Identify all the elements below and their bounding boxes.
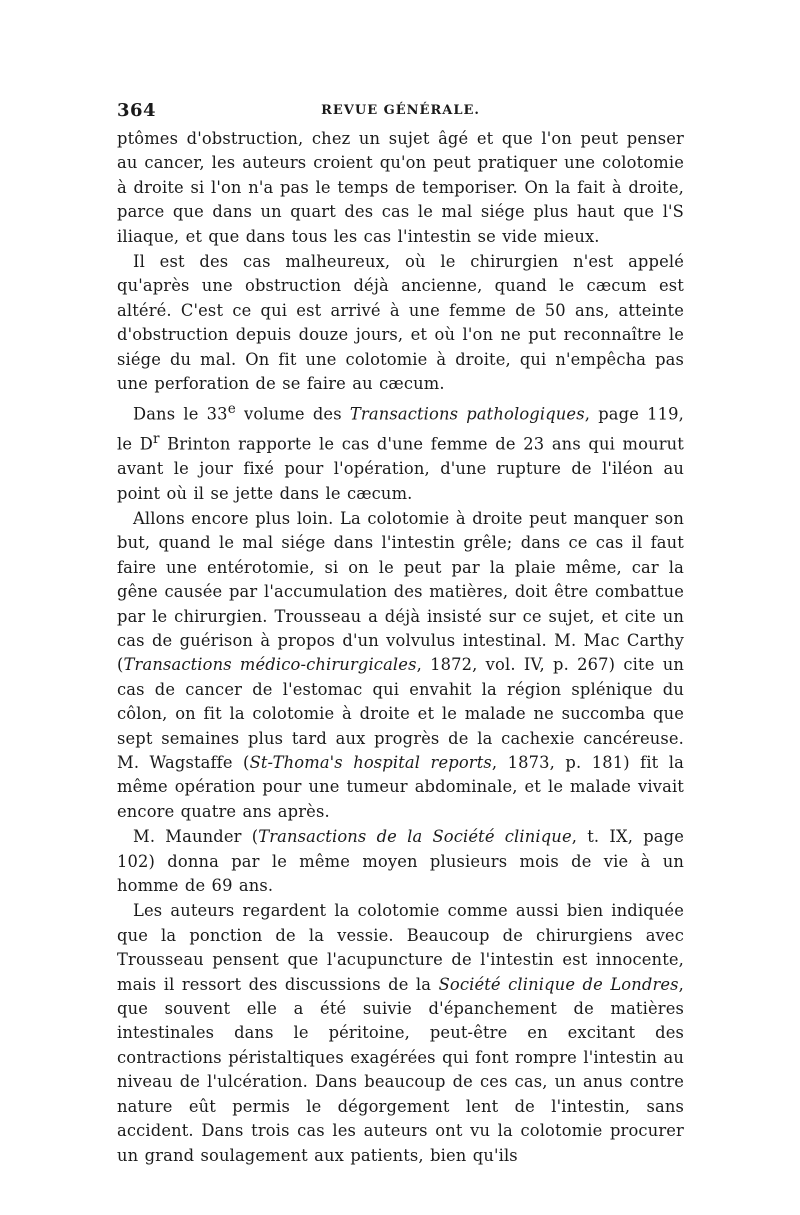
text-run: , 1873, p. 181) fit la même opération pour une tumeur abdominale, et le malade vivait encore quatre ans après.: [117, 753, 684, 821]
running-title: REVUE GÉNÉRALE.: [321, 103, 480, 118]
page-number: 364: [117, 100, 157, 121]
italic-title: Transactions de la Société clinique: [258, 827, 572, 847]
text-run: , que souvent elle a été suivie d'épanchement de matières intestinales dans le péritoine, peut-être en excitant des contractions péristaltiques exagérées qui font rompre l'intestin au niveau de l'ulcération. Dans beaucoup de ces cas, un anus contre nature eût permis le dégorgement lent de l'intestin, sans accident. Dans trois cas les auteurs ont vu la colotomie procurer un grand soulagement aux patients, bien qu'ils: [117, 974, 684, 1165]
paragraph-3: [117, 397, 684, 505]
paragraph-2: Il est des cas malheureux, où le chirurgien n'est appelé qu'après une obstruction déjà ancienne, quand le cæcum est altéré. C'est ce qui est arrivé à une femme de 50 ans, atteinte d'obstruction depuis douze jours, et où l'on ne put reconnaître le siége du mal. On fit une colotomie à droite, qui n'empêcha pas une perforation de se faire au cæcum.: [117, 252, 684, 394]
body-text: [117, 127, 684, 1168]
text-run: Allons encore plus loin. La colotomie à droite peut manquer son but, quand le mal siége dans l'intestin grêle; dans ce cas il faut faire une entérotomie, si on le peut par la plaie même, car la gêne causée par l'accumulation des matières, doit être combattue par le chirurgien. Trousseau a déjà insisté sur ce sujet, et cite un cas de guérison à propos d'un volvulus intestinal. M. Mac Carthy (: [117, 508, 684, 675]
running-head: [117, 97, 684, 127]
superscript: r: [152, 431, 160, 448]
text-run: Les auteurs regardent la colotomie comme aussi bien indiquée que la ponction de la vessie. Beaucoup de chirurgiens avec Trousseau pensent que l'acupuncture de l'intestin est innocente, mais il ressort des discussions de la: [117, 901, 684, 994]
text-run: M. Maunder (: [133, 827, 259, 847]
paragraph-5: [117, 825, 684, 898]
text-run: , t. IX, page 102) donna par le même moyen plusieurs mois de vie à un homme de 69 ans.: [117, 827, 684, 896]
text-run: , 1872, vol. IV, p. 267) cite un cas de cancer de l'estomac qui envahit la région splénique du côlon, on fit la colotomie à droite et le malade ne succomba que sept semaines plus tard aux progrès de la cachexie cancéreuse. M. Wagstaffe (: [117, 655, 684, 772]
book-page: [117, 97, 684, 1168]
italic-title: Société clinique de Londres: [438, 974, 679, 994]
paragraph-4: [117, 507, 684, 824]
text-run: Dans le 33: [133, 404, 228, 424]
text-run: , page 119, le D: [117, 404, 685, 454]
superscript: e: [227, 401, 236, 418]
paragraph-1: ptômes d'obstruction, chez un sujet âgé et que l'on peut penser au cancer, les auteurs croient qu'on peut pratiquer une colotomie à droite si l'on n'a pas le temps de temporiser. On la fait à droite, parce que dans un quart des cas le mal siége plus haut que l'S iliaque, et que dans tous les cas l'intestin se vide mieux.: [117, 129, 684, 246]
text-run: volume des: [235, 404, 350, 424]
paragraph-6: [117, 899, 684, 1167]
text-run: Brinton rapporte le cas d'une femme de 23 ans qui mourut avant le jour fixé pour l'opération, d'une rupture de l'iléon au point où il se jette dans le cæcum.: [117, 434, 684, 503]
italic-title: Transactions pathologiques: [349, 404, 585, 424]
italic-title: St-Thoma's hospital reports: [249, 753, 492, 772]
italic-title: Transactions médico-chirurgicales: [123, 655, 417, 675]
